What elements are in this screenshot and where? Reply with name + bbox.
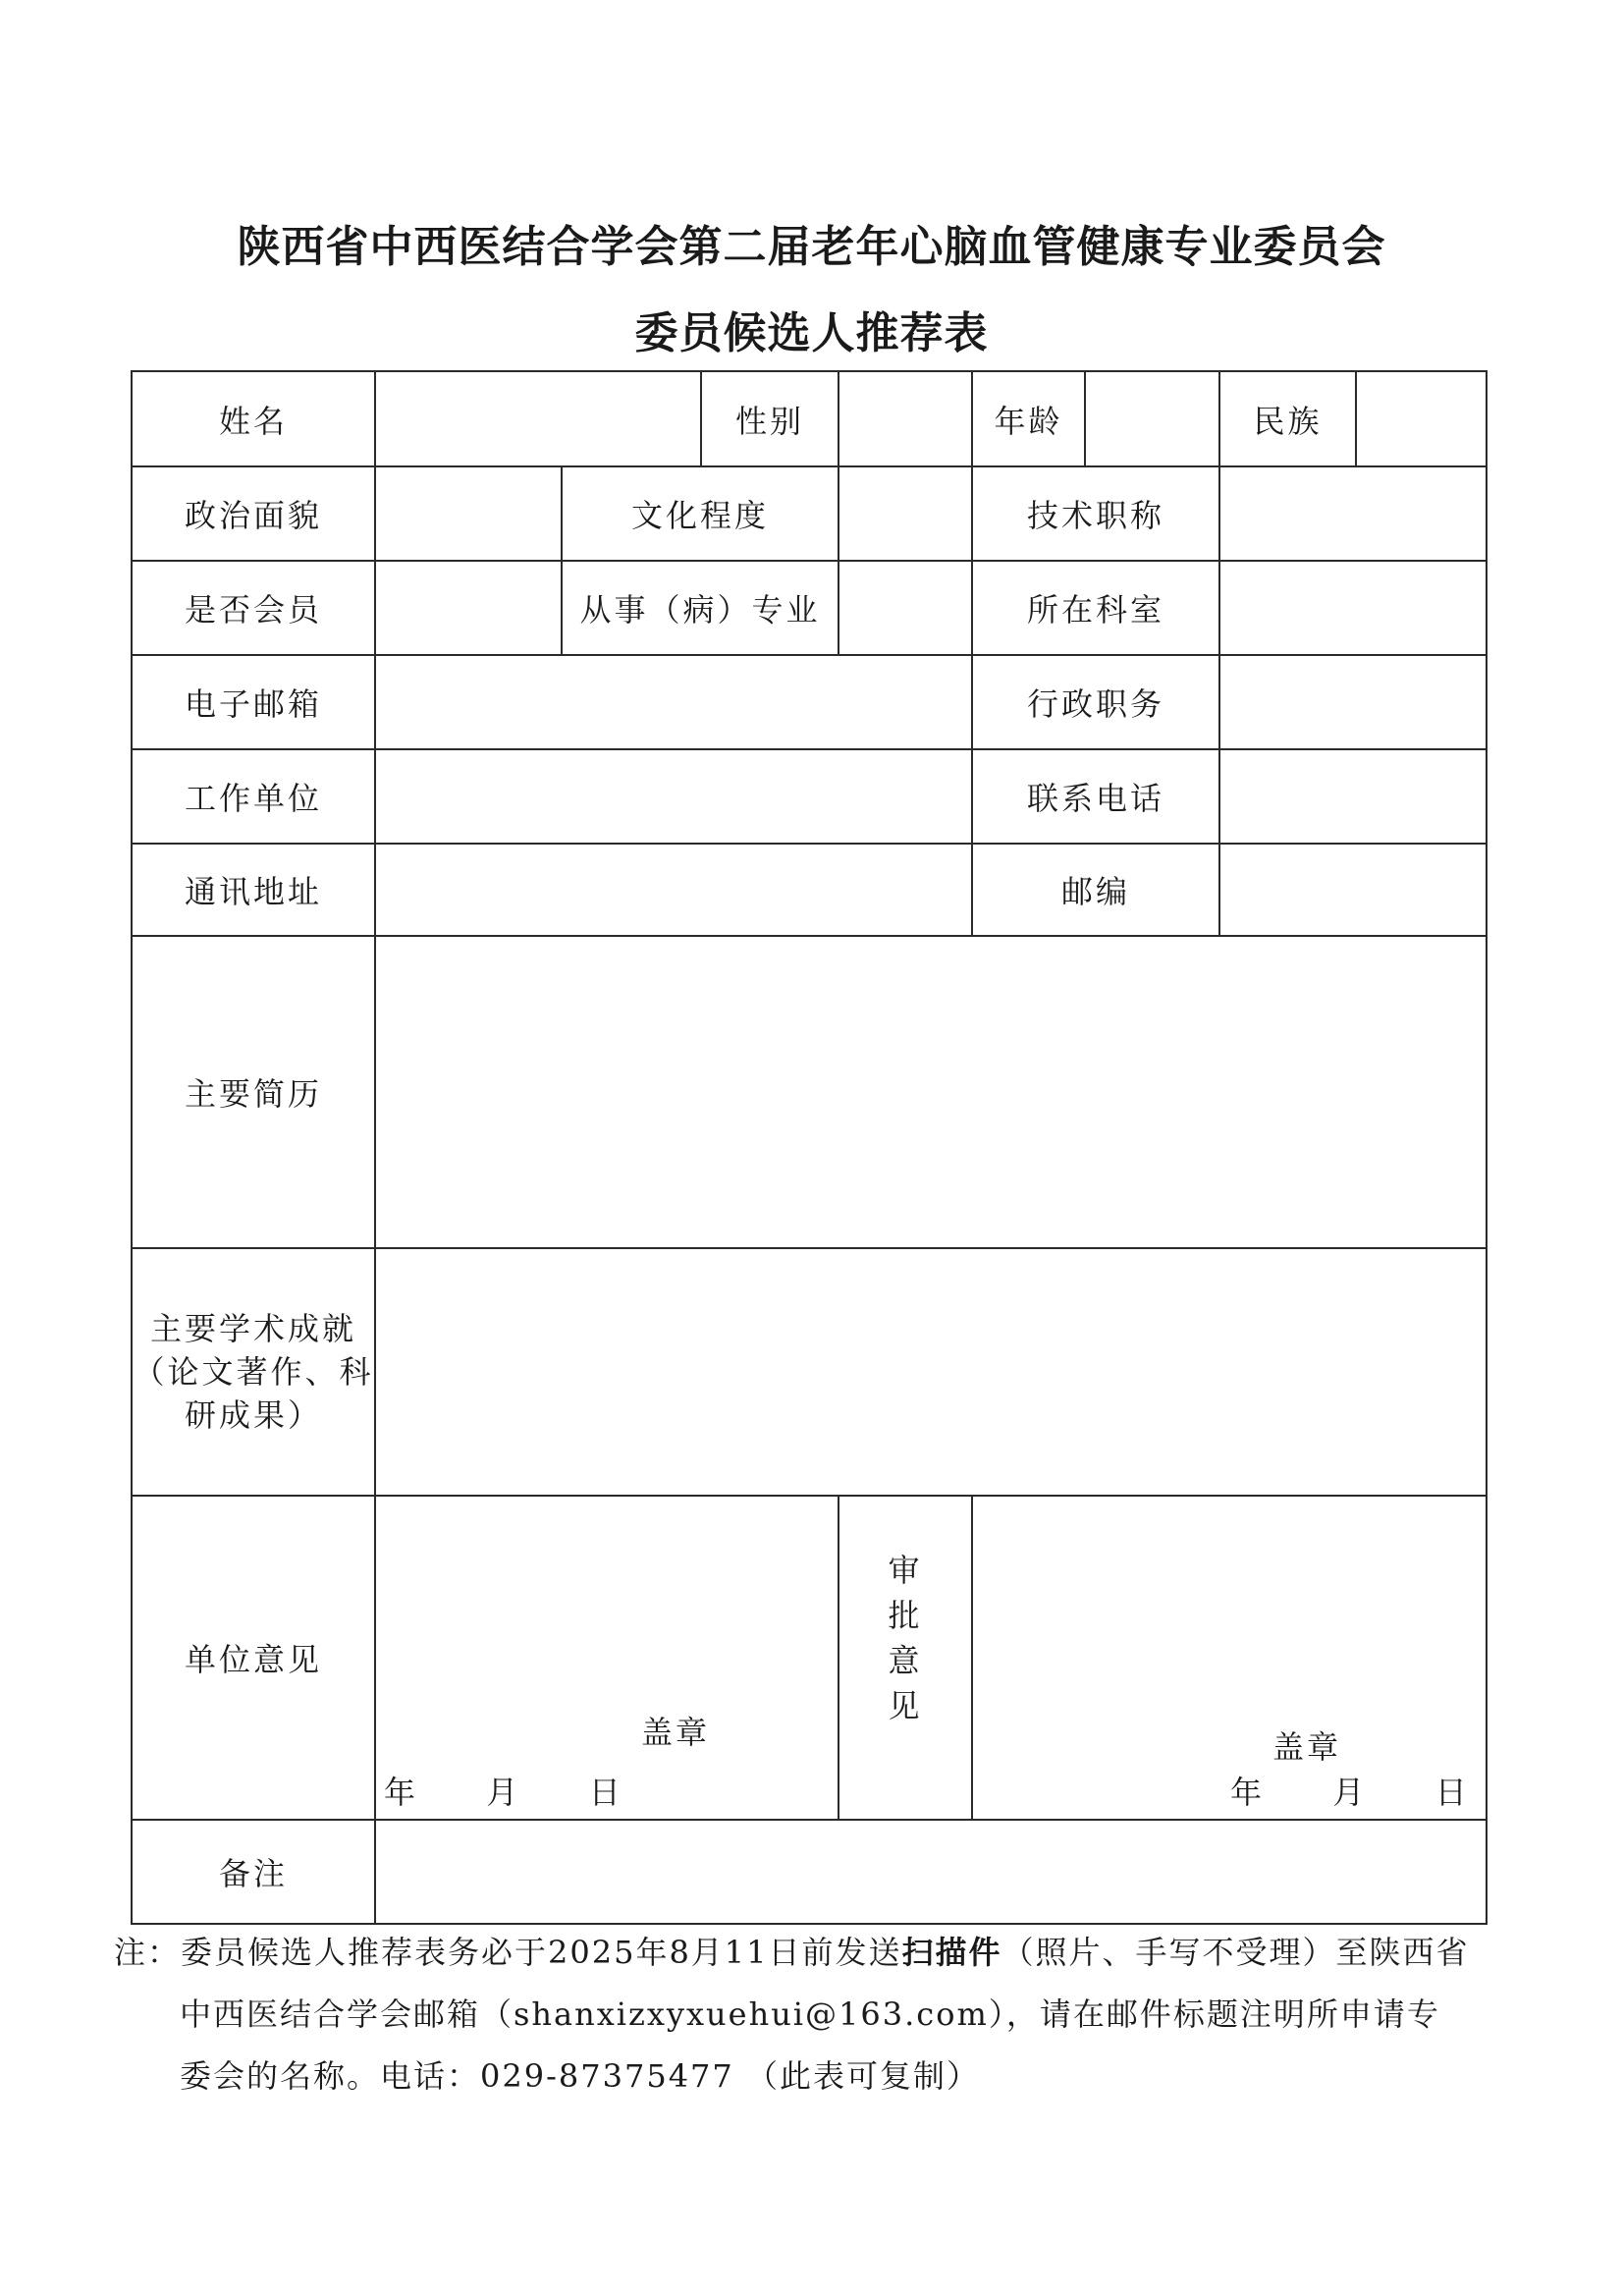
field-achievements[interactable]	[375, 1248, 1487, 1496]
field-address[interactable]	[375, 844, 972, 936]
field-gender[interactable]	[839, 371, 972, 466]
achievements-line2: （论文著作、科	[133, 1353, 374, 1391]
field-tech-title[interactable]	[1219, 466, 1487, 561]
field-education[interactable]	[839, 466, 972, 561]
field-remarks[interactable]	[375, 1820, 1487, 1924]
field-work-unit[interactable]	[375, 749, 972, 844]
label-address: 通讯地址	[132, 844, 375, 936]
achievements-line1: 主要学术成就	[149, 1310, 356, 1347]
label-phone: 联系电话	[972, 749, 1219, 844]
field-political-status[interactable]	[375, 466, 562, 561]
label-department: 所在科室	[972, 561, 1219, 655]
label-age: 年龄	[972, 371, 1085, 466]
unit-date: 年 月 日	[384, 1774, 621, 1811]
label-postcode: 邮编	[972, 844, 1219, 936]
unit-seal-label: 盖章	[641, 1714, 711, 1751]
note-scan-emphasis: 扫描件	[901, 1934, 1002, 1971]
label-approval-opinion: 审 批 意 见	[839, 1496, 972, 1820]
note-line3: 委会的名称。电话：029-87375477 （此表可复制）	[180, 2057, 980, 2095]
approval-seal-label: 盖章	[1272, 1728, 1342, 1766]
field-phone[interactable]	[1219, 749, 1487, 844]
label-email: 电子邮箱	[132, 655, 375, 749]
field-admin-position[interactable]	[1219, 655, 1487, 749]
label-remarks: 备注	[132, 1820, 375, 1924]
label-resume: 主要简历	[132, 936, 375, 1248]
label-unit-opinion: 单位意见	[132, 1496, 375, 1820]
form-title-line2: 委员候选人推荐表	[634, 308, 989, 358]
field-specialty[interactable]	[839, 561, 972, 655]
note-line1: 注：委员候选人推荐表务必于2025年8月11日前发送扫描件（照片、手写不受理）至陕西省	[114, 1934, 1470, 1971]
approval-date: 年 月 日	[1230, 1774, 1467, 1811]
field-name[interactable]	[375, 371, 701, 466]
recommendation-form-table	[131, 370, 1488, 1925]
achievements-line3: 研成果）	[184, 1396, 322, 1434]
label-admin-position: 行政职务	[972, 655, 1219, 749]
field-email[interactable]	[375, 655, 972, 749]
field-ethnicity[interactable]	[1357, 372, 1486, 465]
field-age[interactable]	[1085, 371, 1219, 466]
field-postcode[interactable]	[1219, 844, 1487, 936]
label-specialty: 从事（病）专业	[562, 561, 839, 655]
field-resume[interactable]	[375, 936, 1487, 1248]
label-tech-title: 技术职称	[972, 466, 1219, 561]
label-political-status: 政治面貌	[132, 466, 375, 561]
field-unit-opinion[interactable]	[375, 1496, 839, 1820]
field-is-member[interactable]	[375, 561, 562, 655]
label-work-unit: 工作单位	[132, 749, 375, 844]
field-department[interactable]	[1219, 561, 1487, 655]
label-achievements	[132, 1248, 375, 1496]
form-title-line1: 陕西省中西医结合学会第二届老年心脑血管健康专业委员会	[237, 222, 1386, 272]
field-approval-opinion[interactable]	[972, 1496, 1487, 1820]
label-gender: 性别	[701, 371, 839, 466]
label-ethnicity: 民族	[1220, 372, 1357, 465]
note-line2: 中西医结合学会邮箱（shanxizxyxuehui@163.com），请在邮件标题注明所申请专	[180, 1995, 1440, 2033]
label-education: 文化程度	[562, 466, 839, 561]
label-name: 姓名	[132, 371, 375, 466]
label-is-member: 是否会员	[132, 561, 375, 655]
